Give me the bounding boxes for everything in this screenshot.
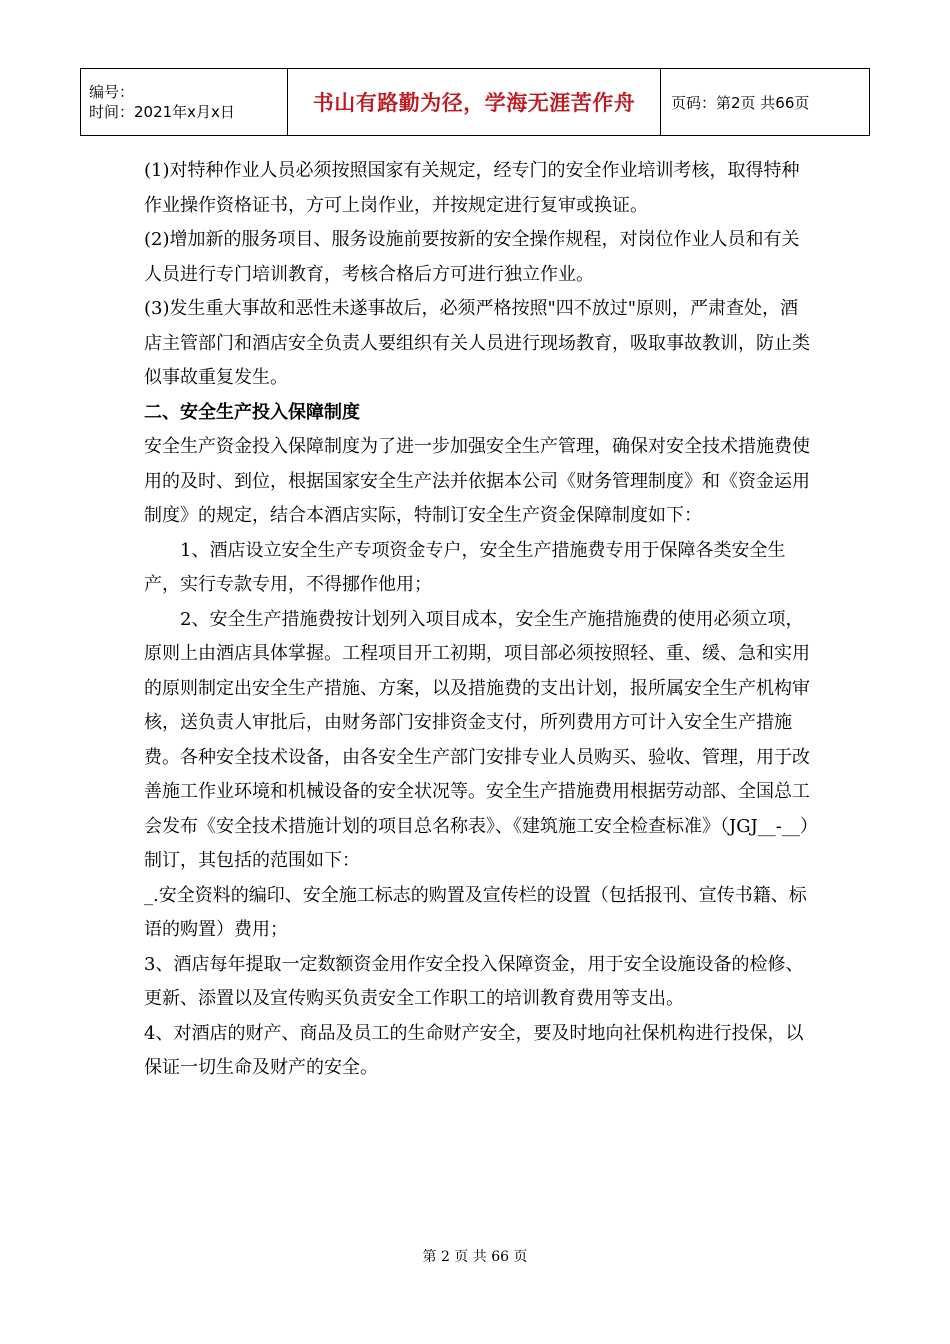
section-heading: 二、安全生产投入保障制度 [144, 401, 360, 423]
header-info-cell [81, 69, 288, 136]
paragraph-item-3: (3)发生重大事故和恶性未遂事故后，必须严格按照"四不放过"原则，严肃查处，酒店主管部门和酒店安全负责人要组织有关人员进行现场教育，吸取事故教训，防止类似事故重复发生。 [144, 298, 810, 388]
paragraph-rule-1: 1、酒店设立安全生产专项资金专户，安全生产措施费专用于保障各类安全生产，实行专款专用，不得挪作他用； [144, 539, 786, 595]
paragraph-item-1: (1)对特种作业人员必须按照国家有关规定，经专门的安全作业培训考核，取得特种作业操作资格证书，方可上岗作业，并按规定进行复审或换证。 [144, 160, 800, 216]
document-number-label: 编号： [89, 83, 135, 101]
document-body [144, 154, 816, 1086]
header-page-code: 页码：第2页 共66页 [661, 69, 870, 136]
paragraph-intro: 安全生产资金投入保障制度为了进一步加强安全生产管理，确保对安全技术措施费使用的及时、到位，根据国家安全生产法并依据本公司《财务管理制度》和《资金运用制度》的规定，结合本酒店实际，特制订安全生产资金保障制度如下： [144, 436, 810, 526]
paragraph-rule-2: 2、安全生产措施费按计划列入项目成本，安全生产施措施费的使用必须立项，原则上由酒店具体掌握。工程项目开工初期，项目部必须按照轻、重、缓、急和实用的原则制定出安全生产措施、方案，以及措施费的支出计划，报所属安全生产机构审核，送负责人审批后，由财务部门安排资金支付，所列费用方可计入安全生产措施费。各种安全技术设备，由各安全生产部门安排专业人员购买、验收、管理，用于改善施工作业环境和机械设备的安全状况等。安全生产措施费用根据劳动部、全国总工会发布《安全技术措施计划的项目总名称表》、《建筑施工安全检查标准》（JGJ__-__）制订，其包括的范围如下： [144, 608, 810, 871]
paragraph-item-2: (2)增加新的服务项目、服务设施前要按新的安全操作规程，对岗位作业人员和有关人员进行专门培训教育，考核合格后方可进行独立作业。 [144, 229, 800, 285]
page-header [80, 68, 870, 136]
paragraph-rule-4: 4、对酒店的财产、商品及员工的生命财产安全，要及时地向社保机构进行投保，以保证一切生命及财产的安全。 [144, 1022, 804, 1078]
paragraph-rule-3: 3、酒店每年提取一定数额资金用作安全投入保障资金，用于安全设施设备的检修、更新、添置以及宣传购买负责安全工作职工的培训教育费用等支出。 [144, 953, 804, 1009]
page-footer: 第 2 页 共 66 页 [422, 1249, 528, 1265]
paragraph-scope-item: _.安全资料的编印、安全施工标志的购置及宣传栏的设置（包括报刊、宣传书籍、标语的购置）费用； [144, 884, 807, 940]
document-time-label: 时间：2021年x月x日 [89, 103, 235, 121]
header-motto: 书山有路勤为径，学海无涯苦作舟 [288, 69, 661, 136]
